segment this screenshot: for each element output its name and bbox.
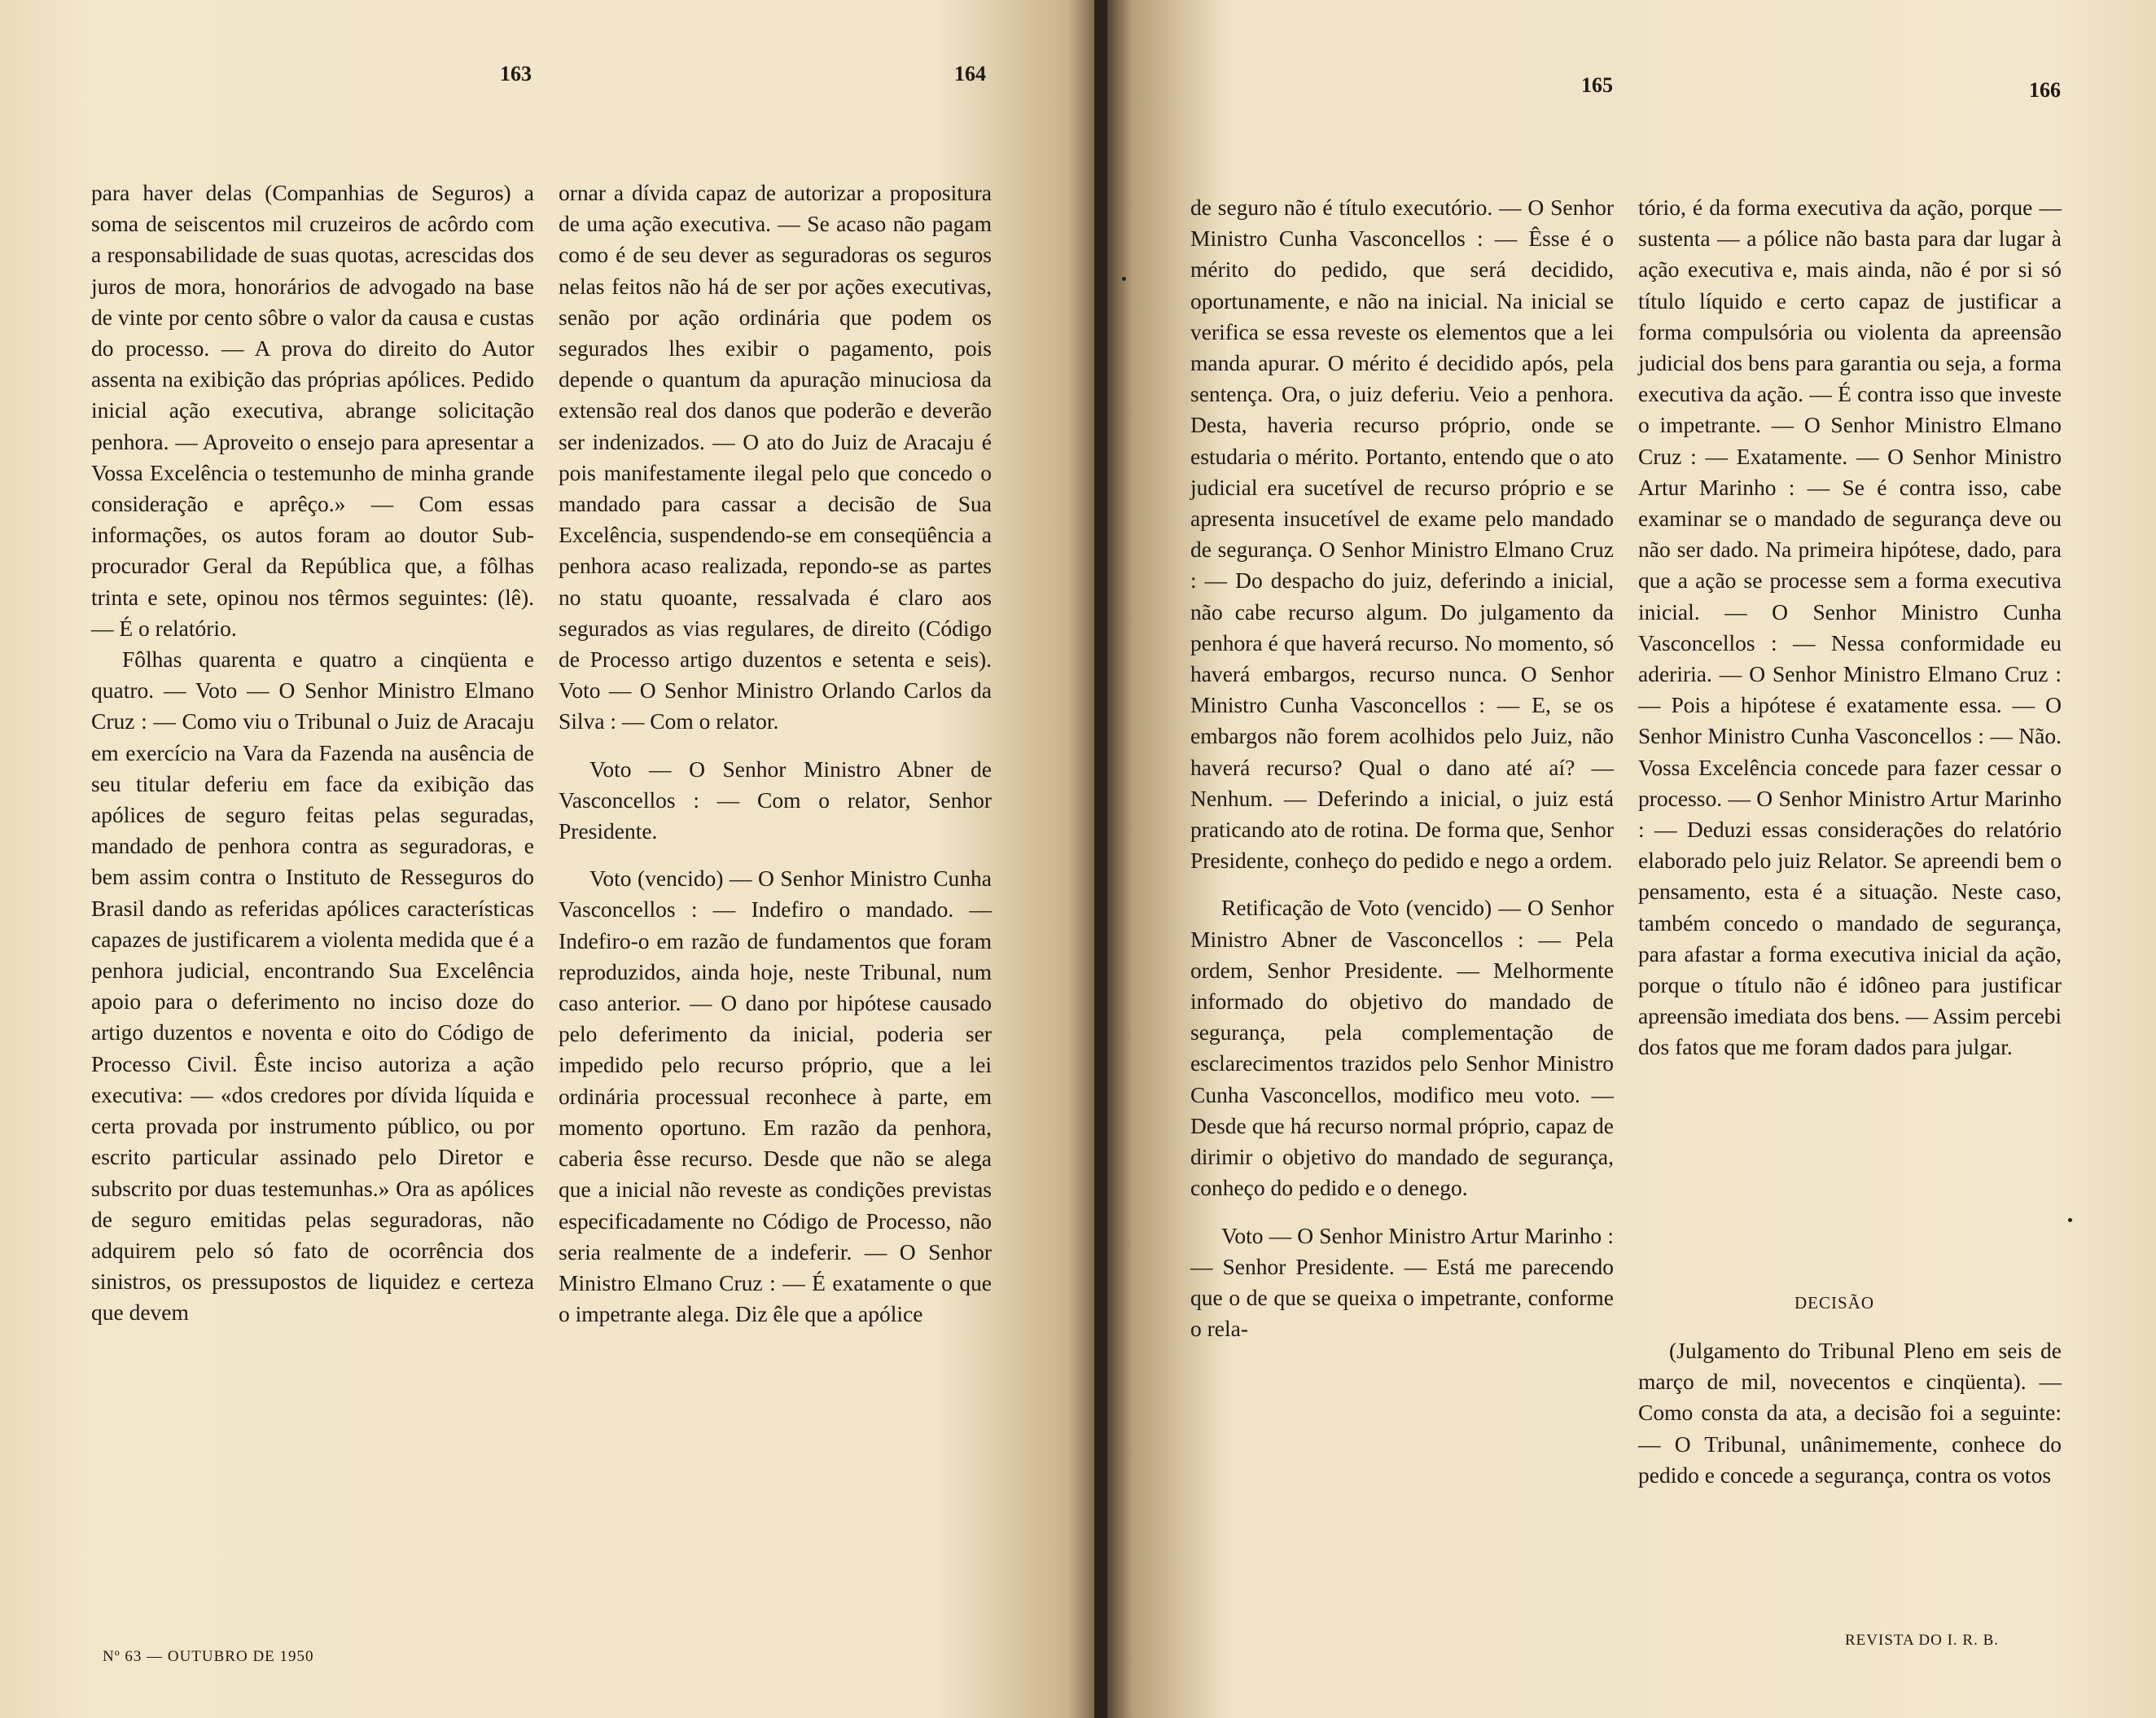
text-165-part2: Retificação de Voto (vencido) — O Senhor Ministro Abner de Vasconcellos : — Pela ordem, Senhor Presidente. — Melhormente informado do objetivo do mandado de segurança, pela complementação de esclarecimentos trazidos pelo Senhor Ministro Cunha Vasconcellos, modifico meu voto. — Desde que há recurso normal próprio, capaz de dirimir o objetivo do mandado de segurança, conheço do pedido e o denego. [1190,895,1614,1201]
page-number-164: 164 [954,62,986,85]
text-164-part1: ornar a dívida capaz de autorizar a propositura de uma ação executiva. — Se acaso não pagam como é de seu dever as seguradoras os seguros nelas feitos não há de ser por ações executivas, senão por ação ordinária que podem os segurados lhes exibir o pagamento, pois depende o quantum da apuração minuciosa da extensão real dos danos que poderão e deverão ser indenizados. — O ato do Juiz de Aracaju é pois manifestamente ilegal pelo que concedo o mandado para cassar a decisão de Sua Excelência, suspendendo-se em conseqüência a penhora acaso realizada, repondo-se as partes no statu quoante, ressalvada é claro aos segurados as vias regulares, de direito (Código de Processo artigo duzentos e setenta e seis). Voto — O Senhor Ministro Orlando Carlos da Silva : — Com o relator. [559,180,992,734]
column-164 [559,177,992,1330]
column-166-decision [1638,1335,2062,1491]
page-number-163: 163 [500,62,532,85]
column-165 [1190,192,1614,1344]
footer-journal: REVISTA DO I. R. B. [1845,1632,2000,1649]
text-163-voto: Fôlhas quarenta e quatro a cinqüenta e quatro. — Voto — O Senhor Ministro Elmano Cruz : — Como viu o Tribunal o Juiz de Aracaju em exercício na Vara da Fazenda na ausência de seu titular deferiu em face da exibição das apólices de seguro feitas pelas seguradas, mandado de penhora contra as seguradoras, e bem assim contra o Instituto de Resseguros do Brasil dando as referidas apólices características capazes de justificarem a violenta medida que é a penhora judicial, encontrando Sua Excelência apoio para o deferimento no inciso doze do artigo duzentos e noventa e oito do Código de Processo Civil. Êste inciso autoriza a ação executiva: — «dos credores por dívida líquida e certa provada por instrumento público, ou por escrito particular assinado pelo Diretor e subscrito por duas testemunhas.» Ora as apólices de seguro emitidas pelas seguradoras, não adquirem pelo só fato de ocorrência dos sinistros, os pressupostos de liquidez e certeza que devem [91,646,534,1326]
footer-issue: Nº 63 — OUTUBRO DE 1950 [103,1648,314,1665]
text-166-decision: (Julgamento do Tribunal Pleno em seis de março de mil, novecentos e cinqüenta). — Como consta da ata, a decisão foi a seguinte: — O Tribunal, unânimemente, conhece do pedido e concede a segurança, contra os votos [1638,1338,2062,1488]
speck-mark [1122,277,1126,281]
text-165-part3: Voto — O Senhor Ministro Artur Marinho : — Senhor Presidente. — Está me parecendo que o de que se queixa o impetrante, conforme o rela- [1190,1222,1614,1342]
text-165-part1: de seguro não é título executório. — O Senhor Ministro Cunha Vasconcellos : — Êsse é o mérito do pedido, que será decidido, oportunamente, e não na inicial. Na inicial se verifica se essa reveste os elementos que a lei manda apurar. O mérito é decidido após, pela sentença. Ora, o juiz deferiu. Veio a penhora. Desta, haveria recurso próprio, onde se estudaria o mérito. Portanto, entendo que o ato judicial era sucetível de recurso próprio e se apresenta insucetível de exame pelo mandado de segurança. O Senhor Ministro Elmano Cruz : — Do despacho do juiz, deferindo a inicial, não cabe recurso algum. Do julgamento da penhora é que haverá recurso. No momento, só haverá embargos, recurso nunca. O Senhor Ministro Cunha Vasconcellos : — E, se os embargos não forem acolhidos pelo Juiz, não haverá recurso? Qual o dano até aí? — Nenhum. — Deferindo a inicial, o juiz está praticando ato de rotina. De forma que, Senhor Presidente, conheço do pedido e nego a ordem. [1190,195,1614,874]
text-164-part3: Voto (vencido) — O Senhor Ministro Cunha Vasconcellos : — Indefiro o mandado. — Indefiro-o em razão de fundamentos que foram reproduzidos, ainda hoje, neste Tribunal, num caso anterior. — O dano por hipótese causado pelo deferimento da inicial, poderia ser impedido pelo recurso próprio, que a lei ordinária processual reconhece à parte, em momento oportuno. Em razão da penhora, caberia êsse recurso. Desde que não se alega que a inicial não reveste as condições previstas especificadamente no Código de Processo, não seria realmente de a indeferir. — O Senhor Ministro Elmano Cruz : — É exatamente o que o impetrante alega. Diz êle que a apólice [559,866,992,1327]
column-166 [1638,192,2062,1063]
text-164-part2: Voto — O Senhor Ministro Abner de Vasconcellos : — Com o relator, Senhor Presidente. [559,756,992,844]
text-163-report: para haver delas (Companhias de Seguros) a soma de seiscentos mil cruzeiros de acôrdo com a responsabilidade de suas quotas, acrescidas dos juros de mora, honorários de advogado na base de vinte por cento sôbre o valor da causa e custas do processo. — A prova do direito do Autor assenta na exibição das próprias apólices. Pedido inicial ação executiva, abrange solicitação penhora. — Aproveito o ensejo para apresentar a Vossa Excelência o testemunho de minha grande consideração e aprêço.» — Com essas informações, os autos foram ao doutor Sub-procurador Geral da República que, a fôlhas trinta e sete, opinou nos têrmos seguintes: (lê). — É o relatório. [91,180,534,641]
page-number-166: 166 [2029,78,2061,102]
book-gutter [1094,0,1107,1718]
column-163 [91,177,534,1329]
page-number-165: 165 [1581,73,1613,97]
decision-heading: DECISÃO [1794,1293,1875,1313]
speck-mark [2068,1218,2072,1222]
text-166-part1: tório, é da forma executiva da ação, porque — sustenta — a pólice não basta para dar lugar à ação executiva e, mais ainda, não é por si só título líquido e certo capaz de justificar a forma compulsória ou violenta da apreensão judicial dos bens para garantia ou seja, a forma executiva da ação. — É contra isso que investe o impetrante. — O Senhor Ministro Elmano Cruz : — Exatamente. — O Senhor Ministro Artur Marinho : — Se é contra isso, cabe examinar se o mandado de segurança deve ou não ser dado. Na primeira hipótese, dado, para que a ação se processe sem a forma executiva inicial. — O Senhor Ministro Cunha Vasconcellos : — Nessa conformidade eu aderiria. — O Senhor Ministro Elmano Cruz : — Pois a hipótese é exatamente essa. — O Senhor Ministro Cunha Vasconcellos : — Não. Vossa Excelência concede para fazer cessar o processo. — O Senhor Ministro Artur Marinho : — Deduzi essas considerações do relatório elaborado pelo juiz Relator. Se apreendi bem o pensamento, esta é a situação. Neste caso, também concedo o mandado de segurança, para afastar a forma executiva inicial da ação, porque o título não é idôneo para justificar apreensão imediata dos bens. — Assim percebi dos fatos que me foram dados para julgar. [1638,195,2062,1060]
